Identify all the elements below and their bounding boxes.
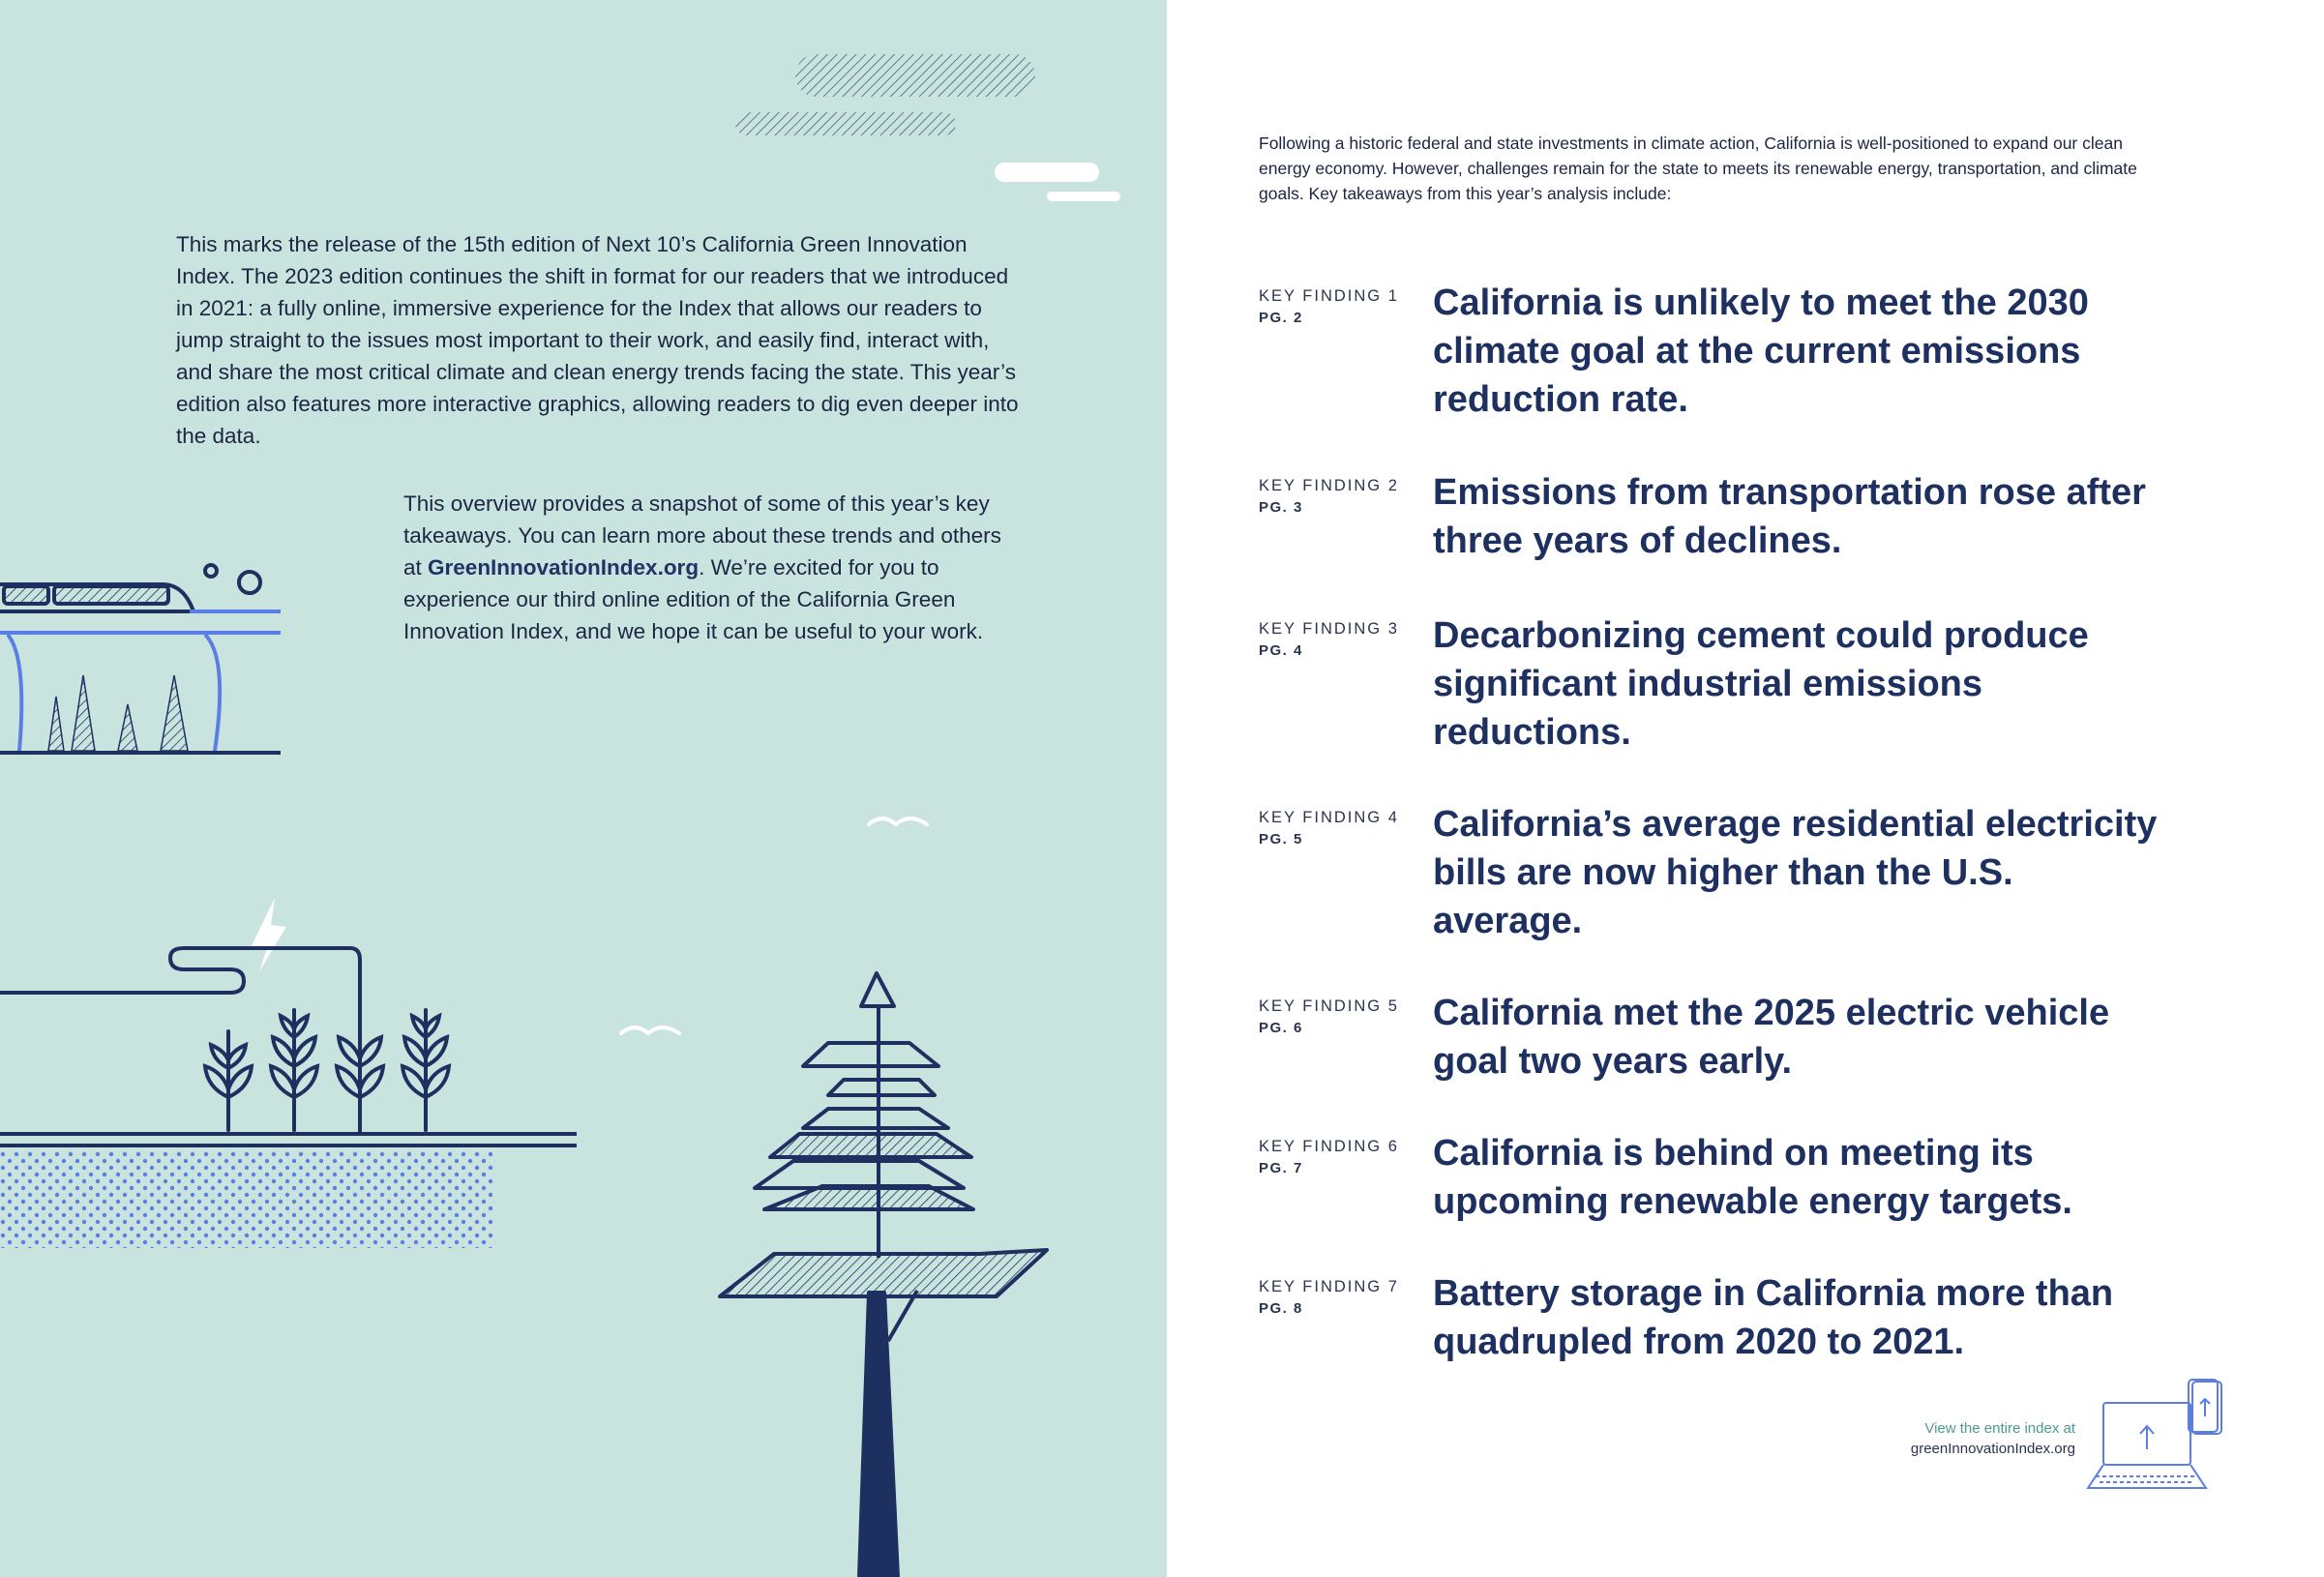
finding-label: KEY FINDING 1 bbox=[1259, 287, 1399, 305]
finding-meta bbox=[1259, 1135, 1433, 1179]
finding-meta bbox=[1259, 806, 1433, 850]
footer-caption: View the entire index at bbox=[1924, 1420, 2075, 1437]
finding-label: KEY FINDING 4 bbox=[1259, 809, 1399, 826]
finding-label: KEY FINDING 2 bbox=[1259, 477, 1399, 494]
finding-headline: California is unlikely to meet the 2030 climate goal at the current emissions reduction rate. bbox=[1433, 283, 2089, 420]
ground-illustration bbox=[0, 1134, 577, 1248]
footer-link-note[interactable] bbox=[1819, 1418, 2075, 1459]
sprout-icon bbox=[205, 1031, 252, 1130]
finding-page: PG. 7 bbox=[1259, 1160, 1303, 1176]
finding-label: KEY FINDING 5 bbox=[1259, 997, 1399, 1015]
finding-page: PG. 3 bbox=[1259, 499, 1303, 516]
finding-label: KEY FINDING 6 bbox=[1259, 1138, 1399, 1155]
cypress-tree-illustration bbox=[720, 973, 1047, 1577]
finding-headline: Emissions from transportation rose after three years of declines. bbox=[1433, 472, 2146, 561]
finding-meta bbox=[1259, 1275, 1433, 1320]
finding-headline: California’s average residential electricity bills are now higher than the U.S. average. bbox=[1433, 804, 2158, 941]
finding-page: PG. 4 bbox=[1259, 642, 1303, 659]
finding-headline: California is behind on meeting its upcoming renewable energy targets. bbox=[1433, 1133, 2072, 1222]
train-illustration bbox=[0, 565, 281, 753]
finding-label: KEY FINDING 3 bbox=[1259, 620, 1399, 638]
finding-page: PG. 6 bbox=[1259, 1020, 1303, 1036]
index-website-link[interactable]: GreenInnovationIndex.org bbox=[428, 555, 700, 580]
overview-paragraph bbox=[403, 488, 1023, 647]
finding-label: KEY FINDING 7 bbox=[1259, 1278, 1399, 1295]
sprout-icon bbox=[271, 1010, 317, 1130]
finding-meta bbox=[1259, 284, 1433, 329]
overview-text-start: This overview provides a snapshot of some of this year’s key takeaways. You can learn more about these trends and others at bbox=[403, 491, 1001, 580]
finding-headline: Decarbonizing cement could produce significant industrial emissions reductions. bbox=[1433, 615, 2089, 753]
finding-page: PG. 5 bbox=[1259, 831, 1303, 848]
finding-meta bbox=[1259, 617, 1433, 662]
finding-headline: California met the 2025 electric vehicle goal two years early. bbox=[1433, 993, 2110, 1082]
sprout-icon bbox=[402, 1010, 449, 1130]
finding-page: PG. 8 bbox=[1259, 1300, 1303, 1317]
finding-headline: Battery storage in California more than quadrupled from 2020 to 2021. bbox=[1433, 1273, 2114, 1362]
cloud-icon bbox=[995, 163, 1120, 201]
lightning-icon bbox=[252, 898, 286, 971]
devices-icon bbox=[2065, 1376, 2223, 1494]
lead-paragraph: Following a historic federal and state investments in climate action, California is well-positioned to expand our clean energy economy. However, challenges remain for the state to meets its renewable energy, transportation, and climate goals. Key takeaways from this year’s analysis include: bbox=[1259, 134, 2137, 203]
intro-paragraph: This marks the release of the 15th edition of Next 10’s California Green Innovation Index. The 2023 edition continues the shift in format for our readers that we introduced in 2021: a fully online, immersive experience for the Index that allows our readers to jump straight to the issues most important to their work, and easily find, interact with, and share the most critical climate and clean energy trends facing the state. This year’s edition also features more interactive graphics, allowing readers to dig even deeper into the data. bbox=[176, 232, 1019, 448]
finding-page: PG. 2 bbox=[1259, 310, 1303, 326]
overview-text-end: . We’re excited for you to experience our third online edition of the California Green Innovation Index, and we hope it can be useful to your work. bbox=[403, 555, 984, 643]
footer-url[interactable]: greenInnovationIndex.org bbox=[1910, 1441, 2075, 1457]
finding-meta bbox=[1259, 474, 1433, 519]
bird-icon bbox=[621, 818, 927, 1033]
finding-meta bbox=[1259, 995, 1433, 1039]
cloud-icon bbox=[735, 54, 1035, 135]
